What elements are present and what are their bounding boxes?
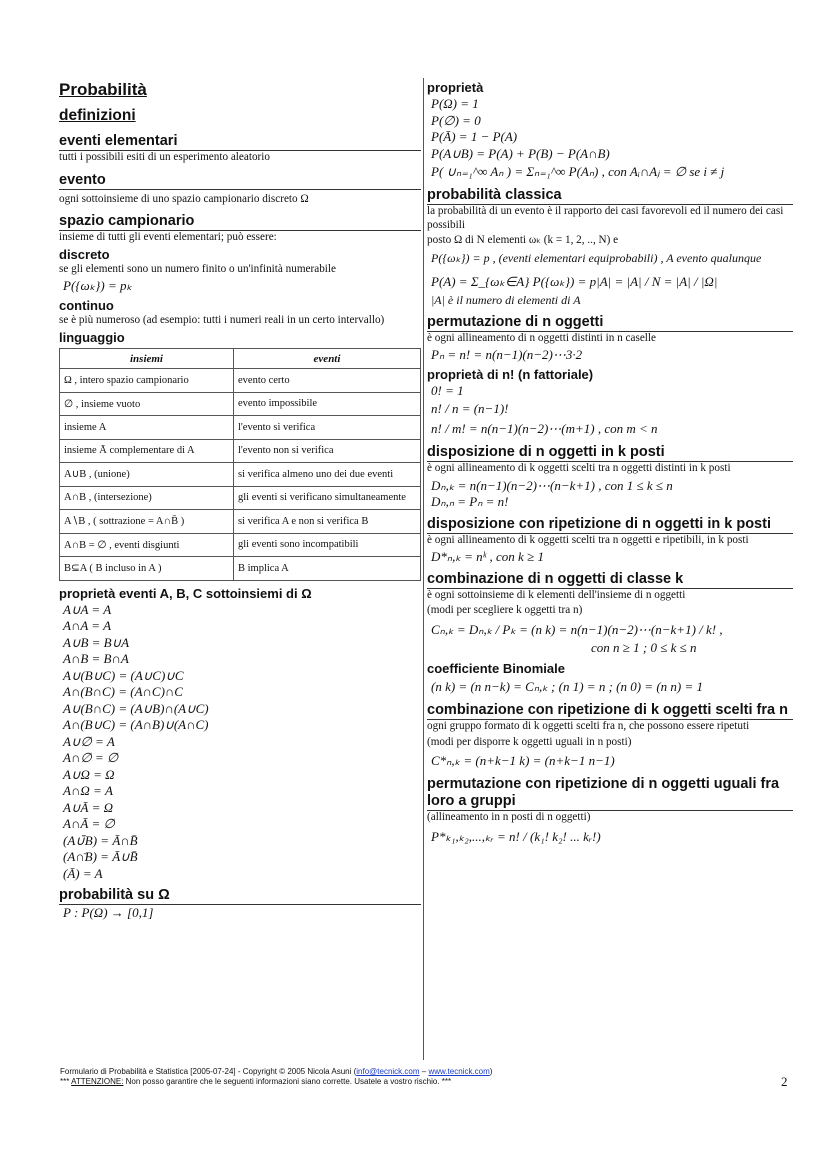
combinazione-formula: Cₙ,ₖ = Dₙ,ₖ / Pₖ = (n k) = n(n−1)(n−2)⋯(n−k+1) / k! , (431, 621, 723, 637)
disposizione-text: è ogni allineamento di k oggetti scelti tra n oggetti distinti in k posti (427, 462, 731, 474)
formula: P(A∪B) = P(A) + P(B) − P(A∩B) (431, 145, 610, 161)
proprieta-eventi-heading: proprietà eventi A, B, C sottoinsiemi di Ω (59, 585, 312, 601)
discreto-text: se gli elementi sono un numero finito o un'infinità numerabile (59, 262, 336, 275)
formula: P(∅) = 0 (431, 112, 481, 128)
definizioni-heading: definizioni (59, 107, 136, 124)
formula: (A∩̄B) = Ā∪B̄ (63, 849, 138, 864)
table-cell-insieme: insieme Ā complementare di A (60, 439, 234, 463)
combinazione-ripetizione-text-2: (modi per disporre k oggetti uguali in n posti) (427, 735, 632, 748)
table-cell-evento: gli eventi si verificano simultaneamente (234, 486, 421, 510)
table-cell-insieme: insieme A (60, 416, 234, 440)
formula: n! / m! = n(n−1)(n−2)⋯(m+1) , con m < n (431, 421, 658, 436)
page-footer (60, 1067, 492, 1087)
table-cell-insieme: A∖B , ( sottrazione = A∩B̄ ) (60, 510, 234, 534)
table-cell-evento: B implica A (234, 557, 421, 581)
left-column (59, 80, 421, 922)
table-cell-insieme: B⊆A ( B incluso in A ) (60, 557, 234, 581)
permutazione-heading: permutazione di n oggetti (427, 314, 793, 332)
linguaggio-heading: linguaggio (59, 330, 125, 345)
table-cell-insieme: A∩B , (intersezione) (60, 486, 234, 510)
table-cell-evento: si verifica almeno uno dei due eventi (234, 463, 421, 487)
formula: A∪Ā = Ω (63, 799, 114, 815)
formula: A∪B = B∪A (63, 634, 130, 650)
probabilita-classica-posto: posto Ω di N elementi ωₖ (k = 1, 2, .., N) e (427, 234, 619, 246)
probabilita-su-omega-heading: probabilità su Ω (59, 887, 421, 905)
formula: P( ∪ₙ₌₁^∞ Aₙ ) = Σₙ₌₁^∞ P(Aₙ) , con Aᵢ∩Aⱼ = ∅ se i ≠ j (431, 164, 725, 179)
probabilita-classica-formula1: P({ωₖ}) = p , (eventi elementari equiprobabili) , A evento qualunque (431, 250, 762, 265)
table-cell-evento: evento impossibile (234, 392, 421, 416)
probabilita-classica-heading: probabilità classica (427, 187, 793, 205)
permutazione-ripetizione-heading: permutazione con ripetizione di n oggetti uguali fra loro a gruppi (427, 776, 793, 811)
formula: Dₙ,ₖ = n(n−1)(n−2)⋯(n−k+1) , con 1 ≤ k ≤ n (431, 477, 673, 493)
formula: P(Ω) = 1 (431, 96, 479, 111)
table-cell-insieme: ∅ , insieme vuoto (60, 392, 234, 416)
table-cell-evento: l'evento non si verifica (234, 439, 421, 463)
formula: A∩Ā = ∅ (63, 816, 115, 831)
disposizione-ripetizione-heading: disposizione con ripetizione di n oggetti in k posti (427, 516, 793, 534)
binomiale-formula: (n k) = (n n−k) = Cₙ,ₖ ; (n 1) = n ; (n 0) = (n n) = 1 (431, 679, 704, 694)
permutazione-ripetizione-formula: P*ₖ₁,ₖ₂,...,ₖᵣ = n! / (k₁! k₂! ... kᵣ!) (431, 828, 601, 844)
formula: Dₙ,ₙ = Pₙ = n! (431, 494, 509, 509)
table-cell-insieme: A∪B , (unione) (60, 463, 234, 487)
combinazione-ripetizione-text: ogni gruppo formato di k oggetti scelti fra n, che possono essere ripetuti (427, 720, 750, 732)
disposizione-ripetizione-text: è ogni allineamento di k oggetti scelti tra n oggetti e ripetibili, in k posti (427, 533, 749, 546)
table-row (60, 510, 421, 534)
table-row (60, 463, 421, 487)
evento-text: ogni sottoinsieme di uno spazio campionario discreto Ω (59, 192, 309, 205)
footer-warning-prefix: *** (60, 1077, 72, 1086)
probabilita-su-omega-formula: P : P(Ω) → [0,1] (63, 905, 154, 920)
page-number: 2 (781, 1074, 788, 1089)
proprieta-eventi-list (59, 602, 421, 883)
permutazione-text: è ogni allineamento di n oggetti distinti in n caselle (427, 331, 656, 344)
table-cell-evento: si verifica A e non si verifica B (234, 510, 421, 534)
formula: (A∪̄B) = Ā∩B̄ (63, 832, 138, 848)
formula: n! / n = (n−1)! (431, 401, 509, 416)
table-header-eventi: eventi (234, 349, 421, 369)
eventi-elementari-text: tutti i possibili esiti di un esperimento aleatorio (59, 151, 270, 163)
table-cell-evento: gli eventi sono incompatibili (234, 533, 421, 557)
combinazione-ripetizione-heading: combinazione con ripetizione di k oggetti scelti fra n (427, 702, 793, 720)
combinazione-text-2: (modi per scegliere k oggetti tra n) (427, 604, 583, 616)
eventi-elementari-heading: eventi elementari (59, 133, 421, 151)
formula: P(Ā) = 1 − P(A) (431, 129, 518, 144)
probabilita-classica-note: |A| è il numero di elementi di A (431, 293, 581, 307)
spazio-campionario-heading: spazio campionario (59, 213, 421, 231)
footer-website-link[interactable]: www.tecnick.com (428, 1067, 490, 1076)
disposizione-ripetizione-formula: D*ₙ,ₖ = nᵏ , con k ≥ 1 (431, 549, 544, 564)
footer-warning-text: Non posso garantire che le seguenti informazioni siano corrette. Usatele a vostro rischio. *** (123, 1077, 452, 1086)
table-row (60, 416, 421, 440)
discreto-formula: P({ωₖ}) = pₖ (63, 278, 133, 293)
table-row (60, 392, 421, 416)
fattoriale-heading: proprietà di n! (n fattoriale) (427, 366, 594, 382)
continuo-text: se è più numeroso (ad esempio: tutti i numeri reali in un certo intervallo) (59, 313, 385, 326)
combinazione-heading: combinazione di n oggetti di classe k (427, 571, 793, 589)
table-cell-insieme: A∩B = ∅ , eventi disgiunti (60, 533, 234, 557)
table-row (60, 369, 421, 393)
binomiale-heading: coefficiente Binomiale (427, 661, 565, 676)
table-row (60, 439, 421, 463)
continuo-heading: continuo (59, 297, 114, 313)
combinazione-ripetizione-formula: C*ₙ,ₖ = (n+k−1 k) = (n+k−1 n−1) (431, 753, 615, 768)
permutazione-ripetizione-text: (allineamento in n posti di n oggetti) (427, 811, 591, 823)
linguaggio-table (59, 348, 421, 581)
permutazione-formula: Pₙ = n! = n(n−1)(n−2)⋯3·2 (431, 347, 583, 362)
spazio-campionario-text: insieme di tutti gli eventi elementari; può essere: (59, 231, 277, 243)
table-header-insiemi: insiemi (60, 349, 234, 369)
table-cell-evento: l'evento si verifica (234, 416, 421, 440)
probabilita-classica-text: la probabilità di un evento è il rapporto dei casi favorevoli ed il numero dei casi possibili (427, 205, 784, 231)
combinazione-cond: con n ≥ 1 ; 0 ≤ k ≤ n (591, 639, 697, 655)
table-cell-insieme: Ω , intero spazio campionario (60, 369, 234, 393)
evento-heading: evento (59, 172, 421, 190)
footer-copyright-text: Formulario di Probabilità e Statistica [2005-07-24] - Copyright © 2005 Nicola Asuni ( (60, 1067, 357, 1076)
formula: A∩A = A (63, 618, 112, 633)
formula: (Ā) = A (63, 865, 103, 881)
formula: A∩B = B∩A (63, 651, 129, 666)
right-column (427, 80, 793, 847)
table-row (60, 557, 421, 581)
proprieta-heading: proprietà (427, 80, 484, 95)
formula: A∪(B∪C) = (A∪C)∪C (63, 667, 184, 683)
column-divider (423, 78, 424, 1060)
footer-attention: ATTENZIONE: (71, 1077, 124, 1086)
formula: A∪∅ = A (63, 733, 115, 749)
combinazione-text: è ogni sottoinsieme di k elementi dell'insieme di n oggetti (427, 588, 686, 601)
footer-close: ) (489, 1067, 493, 1076)
formula: A∩(B∪C) = (A∩B)∪(A∩C) (63, 717, 209, 732)
formula: A∩∅ = ∅ (63, 750, 119, 765)
disposizione-heading: disposizione di n oggetti in k posti (427, 444, 793, 462)
page-title: Probabilità (59, 80, 147, 99)
formula: A∩Ω = A (63, 783, 113, 798)
table-header-row (60, 349, 421, 369)
formula: A∪Ω = Ω (63, 766, 115, 782)
footer-copyright (60, 1067, 492, 1077)
table-row (60, 486, 421, 510)
formula: 0! = 1 (431, 382, 464, 398)
footer-email-link[interactable]: info@tecnick.com (356, 1067, 420, 1076)
table-cell-evento: evento certo (234, 369, 421, 393)
probabilita-classica-formula2: P(A) = Σ_{ωₖ∈A} P({ωₖ}) = p|A| = |A| / N = |A| / |Ω| (431, 274, 718, 289)
footer-separator: – (419, 1067, 429, 1076)
formula: A∪(B∩C) = (A∪B)∩(A∪C) (63, 700, 209, 716)
footer-warning (60, 1077, 492, 1087)
formula: A∪A = A (63, 601, 112, 617)
discreto-heading: discreto (59, 246, 110, 262)
table-row (60, 533, 421, 557)
formula: A∩(B∩C) = (A∩C)∩C (63, 684, 183, 699)
